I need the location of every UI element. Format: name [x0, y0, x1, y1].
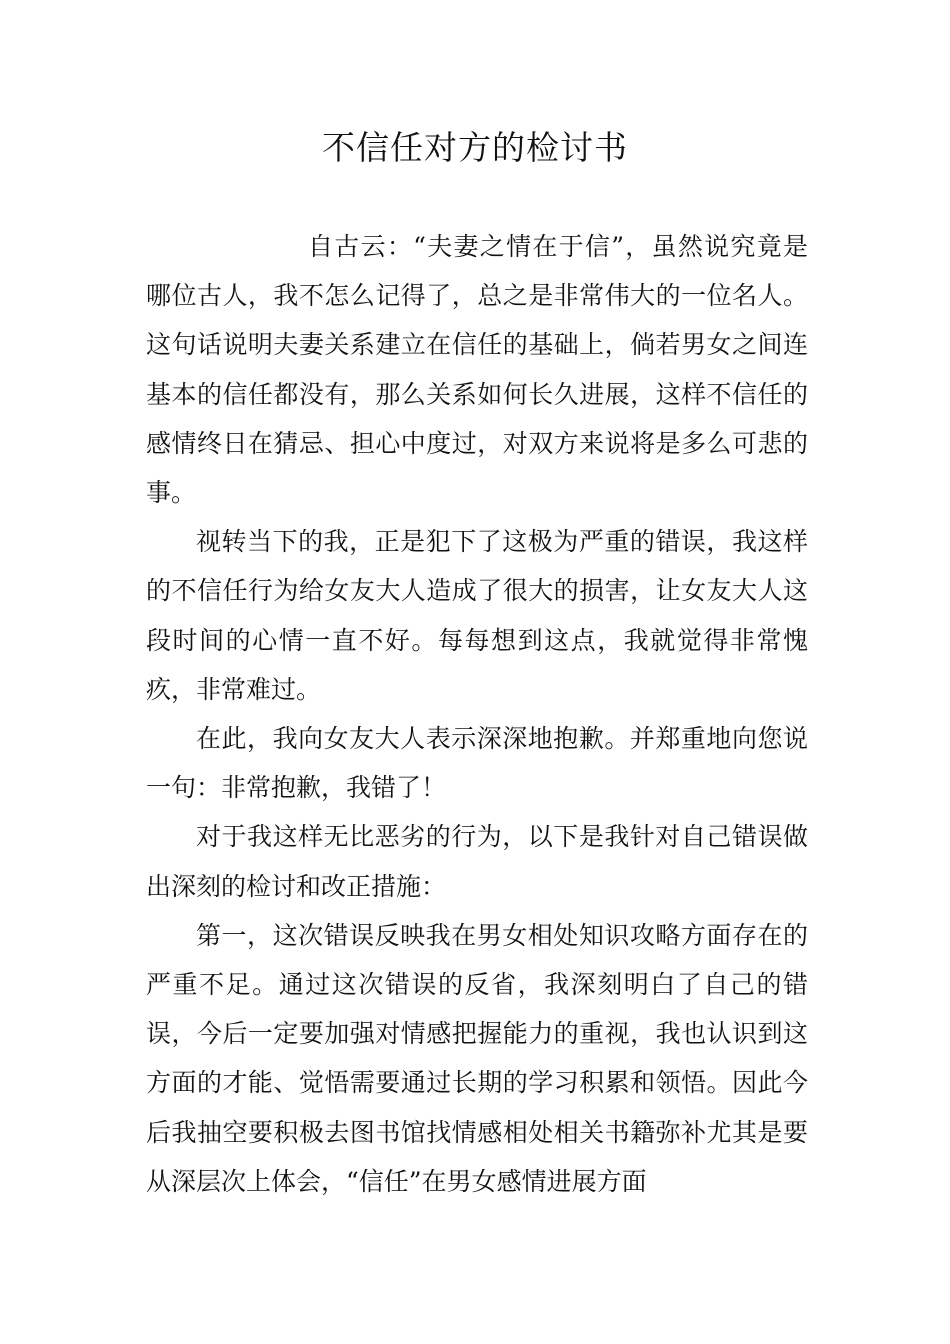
- document-title: 不信任对方的检讨书: [322, 128, 628, 167]
- paragraph-2: 视转当下的我，正是犯下了这极为严重的错误，我这样的不信任行为给女友大人造成了很大的损害，让女友大人这段时间的心情一直不好。每每想到这点，我就觉得非常愧疚，非常难过。: [146, 527, 808, 704]
- paragraph-5: 第一，这次错误反映我在男女相处知识攻略方面存在的严重不足。通过这次错误的反省，我深刻明白了自己的错误，今后一定要加强对情感把握能力的重视，我也认识到这方面的才能、觉悟需要通过长期的学习积累和领悟。因此今后我抽空要积极去图书馆找情感相处相关书籍弥补尤其是要从深层次上体会，“信任”在男女感情进展方面: [146, 920, 808, 1196]
- document-body: [146, 222, 808, 1206]
- paragraph-4: 对于我这样无比恶劣的行为，以下是我针对自己错误做出深刻的检讨和改正措施：: [146, 822, 808, 901]
- paragraph-3: 在此，我向女友大人表示深深地抱歉。并郑重地向您说一句：非常抱歉，我错了！: [146, 724, 808, 803]
- paragraph-1: 自古云：“夫妻之情在于信”，虽然说究竟是哪位古人，我不怎么记得了，总之是非常伟大的一位名人。这句话说明夫妻关系建立在信任的基础上，倘若男女之间连基本的信任都没有，那么关系如何长久进展，这样不信任的感情终日在猜忌、担心中度过，对双方来说将是多么可悲的事。: [146, 232, 808, 508]
